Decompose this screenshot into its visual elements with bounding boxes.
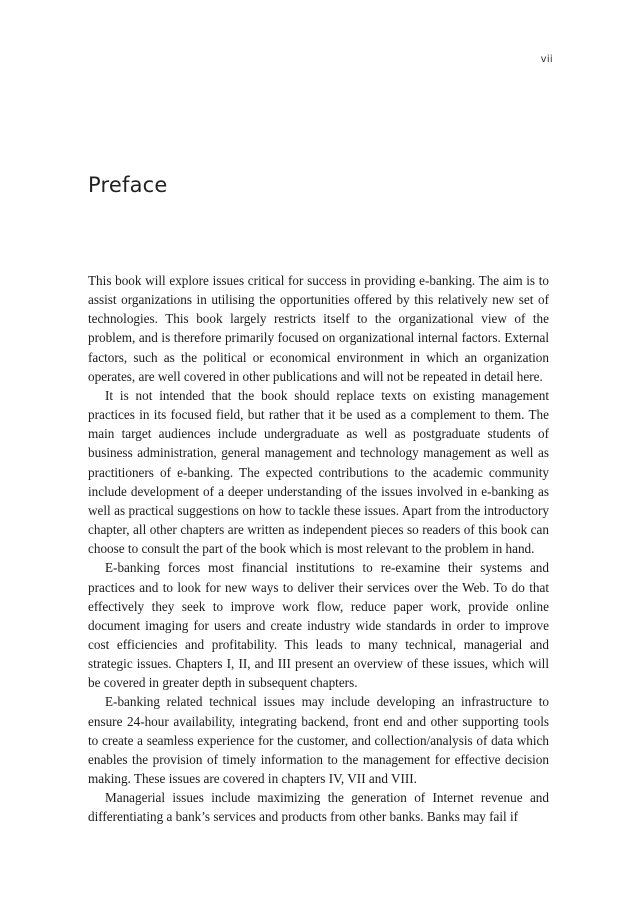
body-text	[88, 271, 549, 827]
paragraph-2: It is not intended that the book should replace texts on existing management practices in its focused field, but rather that it be used as a complement to them. The main target audiences include undergraduate as well as postgraduate students of business administration, general management and technology management as well as practitioners of e-banking. The expected contributions to the academic community include development of a deeper understanding of the issues involved in e-banking as well as practical suggestions on how to tackle these issues. Apart from the introductory chapter, all other chapters are written as independent pieces so readers of this book can choose to consult the part of the book which is most relevant to the problem in hand.	[88, 387, 549, 557]
paragraph-5: Managerial issues include maximizing the generation of Internet revenue and differentiating a bank’s services and products from other banks. Banks may fail if	[88, 790, 549, 825]
paragraph-1: This book will explore issues critical for success in providing e-banking. The aim is to assist organizations in utilising the opportunities offered by this relatively new set of technologies. This book largely restricts itself to the organizational view of the problem, and is therefore primarily focused on organizational internal factors. External factors, such as the political or economical environment in which an organization operates, are well covered in other publications and will not be repeated in detail here.	[88, 273, 549, 384]
chapter-title: Preface	[88, 173, 168, 197]
page-number: vii	[540, 54, 553, 65]
paragraph-3: E-banking forces most financial institutions to re-examine their systems and practices and to look for new ways to deliver their services over the Web. To do that effectively they seek to improve work flow, reduce paper work, provide online document imaging for users and create industry wide standards in order to improve cost efficiencies and profitability. This leads to many technical, managerial and strategic issues. Chapters I, II, and III present an overview of these issues, which will be covered in greater depth in subsequent chapters.	[88, 560, 549, 691]
paragraph-4: E-banking related technical issues may include developing an infrastructure to ensure 24-hour availability, integrating backend, front end and other supporting tools to create a seamless experience for the customer, and collection/analysis of data which enables the provision of timely information to the management for effective decision making. These issues are covered in chapters IV, VII and VIII.	[88, 694, 549, 787]
